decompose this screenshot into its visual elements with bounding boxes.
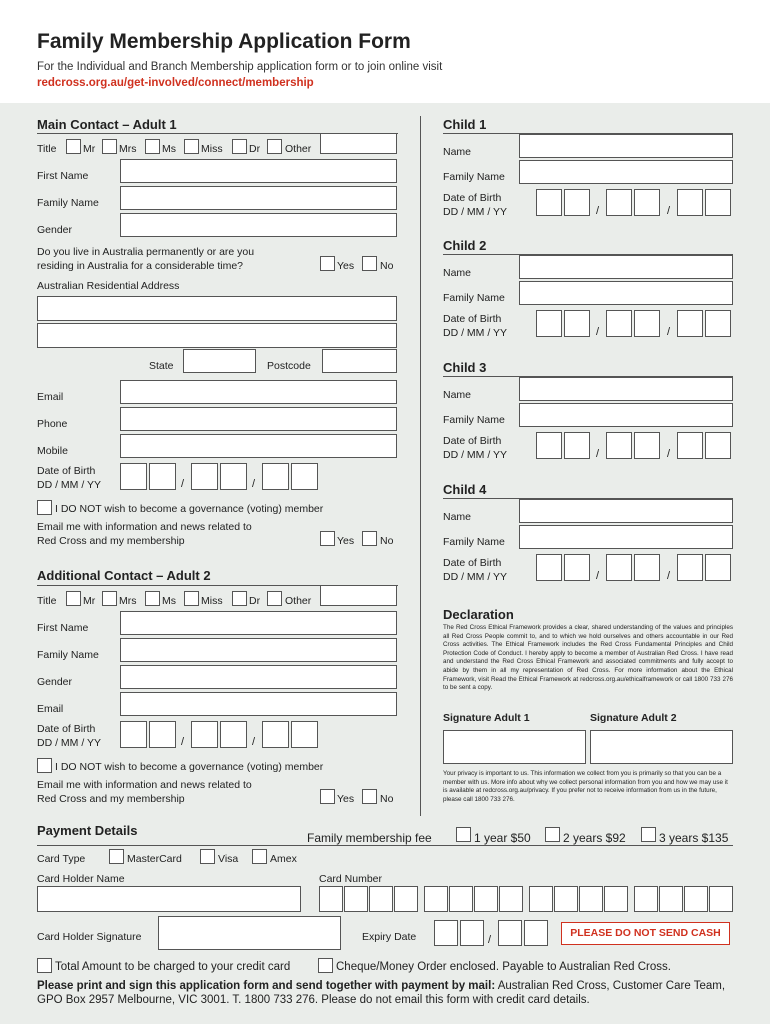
- child4-dob-month2[interactable]: [634, 554, 660, 581]
- card-number-digit-10[interactable]: [554, 886, 578, 912]
- adult2-news-yes-label: Yes: [337, 793, 355, 805]
- child2-dob-month1[interactable]: [606, 310, 632, 337]
- card-type-label: Card Type: [37, 853, 86, 865]
- date-separator: /: [596, 448, 600, 460]
- adult1-dob-year2[interactable]: [291, 463, 318, 490]
- page-title: Family Membership Application Form: [37, 30, 411, 53]
- adult2-dob-month2[interactable]: [220, 721, 247, 748]
- child4-dob-year2[interactable]: [705, 554, 731, 581]
- adult2-dob-label: Date of Birth: [37, 723, 96, 735]
- child3-dob-label: Date of Birth: [443, 435, 502, 447]
- cheque-label: Cheque/Money Order enclosed.: [336, 961, 500, 973]
- expiry-month2[interactable]: [460, 920, 484, 946]
- adult1-email-input[interactable]: [120, 380, 397, 404]
- adult2-title-other-checkbox[interactable]: [267, 591, 282, 606]
- adult1-phone-label: Phone: [37, 418, 68, 430]
- adult2-dob-month1[interactable]: [191, 721, 218, 748]
- card-number-label: Card Number: [319, 873, 383, 885]
- privacy-text: Your privacy is important to us. This information we collect from you is primarily so that you can be a member with us. More info about why we collect personal information from you and how we may use it is available at redcross.org.au/privacy. If you prefer not to receive information from us in the future, please call 1800 733 276.: [443, 770, 728, 803]
- adult1-title-ms-label: Ms: [162, 143, 176, 155]
- fee-1-year-label: 1 year $50: [474, 831, 531, 845]
- card-number-digit-1[interactable]: [319, 886, 343, 912]
- child1-family-name-input[interactable]: [519, 160, 733, 184]
- fee-2-years-checkbox[interactable]: [545, 827, 560, 842]
- date-separator: /: [252, 478, 256, 490]
- adult1-dob-year1[interactable]: [262, 463, 289, 490]
- card-visa-label: Visa: [218, 853, 239, 865]
- child1-dob-format: DD / MM / YY: [443, 206, 507, 218]
- child3-dob-month2[interactable]: [634, 432, 660, 459]
- expiry-month1[interactable]: [434, 920, 458, 946]
- payment-rule: [37, 845, 733, 846]
- card-amex-label: Amex: [270, 853, 297, 865]
- child3-dob-year2[interactable]: [705, 432, 731, 459]
- adult2-news-no-label: No: [380, 793, 394, 805]
- date-separator: /: [596, 570, 600, 582]
- payment-heading: Payment Details: [37, 823, 138, 838]
- adult2-title-miss-checkbox[interactable]: [184, 591, 199, 606]
- child4-dob-label: Date of Birth: [443, 557, 502, 569]
- adult1-address-line2-input[interactable]: [37, 323, 397, 348]
- child2-dob-year1[interactable]: [677, 310, 703, 337]
- child3-family-name-label: Family Name: [443, 414, 505, 426]
- adult2-news-yes-checkbox[interactable]: [320, 789, 335, 804]
- adult2-title-mr-label: Mr: [83, 595, 96, 607]
- child4-dob-day2[interactable]: [564, 554, 590, 581]
- adult1-gender-input[interactable]: [120, 213, 397, 237]
- adult2-first-name-input[interactable]: [120, 611, 397, 635]
- child4-name-input[interactable]: [519, 499, 733, 523]
- child1-name-label: Name: [443, 146, 472, 158]
- child4-dob-month1[interactable]: [606, 554, 632, 581]
- date-separator: /: [596, 205, 600, 217]
- adult2-title-miss-label: Miss: [201, 595, 223, 607]
- adult2-news-line1: Email me with information and news related to: [37, 779, 252, 791]
- adult1-dob-month2[interactable]: [220, 463, 247, 490]
- card-number-digit-12[interactable]: [604, 886, 628, 912]
- card-number-digit-4[interactable]: [394, 886, 418, 912]
- child2-dob-format: DD / MM / YY: [443, 327, 507, 339]
- adult2-governance-label: I DO NOT wish to become a governance (voting) member: [55, 761, 324, 773]
- adult1-governance-checkbox[interactable]: [37, 500, 52, 515]
- expiry-label: Expiry Date: [362, 931, 417, 943]
- adult1-news-no-label: No: [380, 535, 394, 547]
- adult1-news-no-checkbox[interactable]: [362, 531, 377, 546]
- adult1-residency-no-checkbox[interactable]: [362, 256, 377, 271]
- child1-dob-month2[interactable]: [634, 189, 660, 216]
- expiry-year1[interactable]: [498, 920, 522, 946]
- adult1-dob-day1[interactable]: [120, 463, 147, 490]
- signature-adult2-label: Signature Adult 2: [590, 712, 677, 724]
- adult2-title-label: Title: [37, 595, 57, 607]
- child4-dob-format: DD / MM / YY: [443, 571, 507, 583]
- adult2-first-name-label: First Name: [37, 622, 89, 634]
- fee-3-years-checkbox[interactable]: [641, 827, 656, 842]
- adult1-residency-yes-checkbox[interactable]: [320, 256, 335, 271]
- child4-heading: Child 4: [443, 482, 487, 497]
- adult2-title-dr-label: Dr: [249, 595, 261, 607]
- adult1-first-name-input[interactable]: [120, 159, 397, 183]
- adult2-dob-year1[interactable]: [262, 721, 289, 748]
- card-visa-checkbox[interactable]: [200, 849, 215, 864]
- declaration-heading: Declaration: [443, 607, 514, 622]
- adult1-title-dr-label: Dr: [249, 143, 261, 155]
- card-holder-name-input[interactable]: [37, 886, 301, 912]
- adult1-news-line2: Red Cross and my membership: [37, 535, 185, 547]
- child3-dob-month1[interactable]: [606, 432, 632, 459]
- child1-dob-year2[interactable]: [705, 189, 731, 216]
- card-number-digit-3[interactable]: [369, 886, 393, 912]
- card-number-digit-16[interactable]: [709, 886, 733, 912]
- child2-family-name-input[interactable]: [519, 281, 733, 305]
- card-amex-checkbox[interactable]: [252, 849, 267, 864]
- adult1-mobile-label: Mobile: [37, 445, 68, 457]
- declaration-text: The Red Cross Ethical Framework provides a clear, shared understanding of the values and principles all Red Cross People commit to, and to which we hold ourselves and others accountable in our Red Cross activities. The Ethical Framework includes the Red Cross Fundamental Principles and Child Protection Code of Conduct. I hereby apply to become a member of Australian Red Cross. I have read and understand the Red Cross Ethical Framework and associated commitments and fully accept to abide by them in all my representation of Red Cross. For more information about the Ethical Framework, visit Read the Ethical Framework at redcross.org.au/ethicalframework or call 1800 733 276 to be sent a copy.: [443, 624, 733, 692]
- card-holder-signature-label: Card Holder Signature: [37, 931, 142, 943]
- cheque-checkbox[interactable]: [318, 958, 333, 973]
- child2-name-input[interactable]: [519, 255, 733, 279]
- card-number-digit-5[interactable]: [424, 886, 448, 912]
- date-separator: /: [181, 478, 185, 490]
- adult1-gender-label: Gender: [37, 224, 73, 236]
- child3-dob-year1[interactable]: [677, 432, 703, 459]
- adult1-news-yes-label: Yes: [337, 535, 355, 547]
- adult2-governance-checkbox[interactable]: [37, 758, 52, 773]
- date-separator: /: [181, 736, 185, 748]
- date-separator: /: [667, 448, 671, 460]
- card-mastercard-label: MasterCard: [127, 853, 182, 865]
- child3-family-name-input[interactable]: [519, 403, 733, 427]
- total-credit-card-label: Total Amount to be charged to your credit card: [55, 961, 291, 973]
- adult2-gender-label: Gender: [37, 676, 73, 688]
- membership-link[interactable]: redcross.org.au/get-involved/connect/membership: [37, 77, 314, 89]
- adult2-title-other-input[interactable]: [320, 585, 397, 606]
- expiry-year2[interactable]: [524, 920, 548, 946]
- child4-dob-year1[interactable]: [677, 554, 703, 581]
- card-number-digit-6[interactable]: [449, 886, 473, 912]
- child1-dob-day1[interactable]: [536, 189, 562, 216]
- adult1-state-input[interactable]: [183, 349, 256, 373]
- adult2-dob-format: DD / MM / YY: [37, 737, 101, 749]
- date-separator: /: [488, 934, 492, 946]
- adult1-dob-label: Date of Birth: [37, 465, 96, 477]
- card-number-digit-2[interactable]: [344, 886, 368, 912]
- adult1-title-label: Title: [37, 143, 57, 155]
- card-mastercard-checkbox[interactable]: [109, 849, 124, 864]
- card-number-digit-14[interactable]: [659, 886, 683, 912]
- footer-address-line1: Australian Red Cross, Customer Care Team,: [497, 980, 726, 992]
- adult1-title-ms-checkbox[interactable]: [145, 139, 160, 154]
- adult1-address-line1-input[interactable]: [37, 296, 397, 321]
- adult2-gender-input[interactable]: [120, 665, 397, 689]
- card-number-digit-7[interactable]: [474, 886, 498, 912]
- total-credit-card-checkbox[interactable]: [37, 958, 52, 973]
- child2-dob-day1[interactable]: [536, 310, 562, 337]
- adult1-postcode-input[interactable]: [322, 349, 397, 373]
- adult1-dob-day2[interactable]: [149, 463, 176, 490]
- child2-heading: Child 2: [443, 238, 487, 253]
- adult2-title-mr-checkbox[interactable]: [66, 591, 81, 606]
- date-separator: /: [252, 736, 256, 748]
- adult2-family-name-label: Family Name: [37, 649, 99, 661]
- adult2-title-ms-checkbox[interactable]: [145, 591, 160, 606]
- adult2-dob-day1[interactable]: [120, 721, 147, 748]
- adult1-title-miss-label: Miss: [201, 143, 223, 155]
- child1-heading: Child 1: [443, 117, 487, 132]
- date-separator: /: [667, 326, 671, 338]
- adult1-title-mr-checkbox[interactable]: [66, 139, 81, 154]
- child3-dob-day2[interactable]: [564, 432, 590, 459]
- adult1-postcode-label: Postcode: [267, 360, 311, 372]
- adult2-title-ms-label: Ms: [162, 595, 176, 607]
- adult2-email-label: Email: [37, 703, 64, 715]
- adult2-dob-year2[interactable]: [291, 721, 318, 748]
- signature-adult1-field[interactable]: [443, 730, 586, 764]
- child4-name-label: Name: [443, 511, 472, 523]
- child1-dob-day2[interactable]: [564, 189, 590, 216]
- adult1-residency-no-label: No: [380, 260, 394, 272]
- adult1-residency-line1: Do you live in Australia permanently or are you: [37, 246, 255, 258]
- adult1-first-name-label: First Name: [37, 170, 89, 182]
- column-divider: [420, 116, 421, 816]
- adult1-dob-month1[interactable]: [191, 463, 218, 490]
- adult2-title-mrs-label: Mrs: [119, 595, 137, 607]
- child3-dob-day1[interactable]: [536, 432, 562, 459]
- card-number-digit-9[interactable]: [529, 886, 553, 912]
- adult1-title-miss-checkbox[interactable]: [184, 139, 199, 154]
- adult1-title-mrs-label: Mrs: [119, 143, 137, 155]
- adult1-state-label: State: [149, 360, 174, 372]
- footer-address-line2: GPO Box 2957 Melbourne, VIC 3001. T. 1800 733 276. Please do not email this form with credit card details.: [37, 994, 590, 1006]
- adult1-title-other-label: Other: [285, 143, 312, 155]
- child4-family-name-label: Family Name: [443, 536, 505, 548]
- signature-adult2-field[interactable]: [590, 730, 733, 764]
- adult2-title-dr-checkbox[interactable]: [232, 591, 247, 606]
- adult1-address-label: Australian Residential Address: [37, 280, 180, 292]
- child2-dob-day2[interactable]: [564, 310, 590, 337]
- adult2-dob-day2[interactable]: [149, 721, 176, 748]
- adult1-residency-yes-label: Yes: [337, 260, 355, 272]
- signature-adult1-label: Signature Adult 1: [443, 712, 530, 724]
- adult2-email-input[interactable]: [120, 692, 397, 716]
- child2-dob-label: Date of Birth: [443, 313, 502, 325]
- child4-dob-day1[interactable]: [536, 554, 562, 581]
- adult1-residency-line2: residing in Australia for a considerable time?: [37, 260, 244, 272]
- fee-1-year-checkbox[interactable]: [456, 827, 471, 842]
- adult2-family-name-input[interactable]: [120, 638, 397, 662]
- adult1-title-dr-checkbox[interactable]: [232, 139, 247, 154]
- adult1-news-line1: Email me with information and news related to: [37, 521, 252, 533]
- cheque-payable-note: Payable to Australian Red Cross.: [502, 961, 671, 973]
- adult1-mobile-input[interactable]: [120, 434, 397, 458]
- card-number-digit-11[interactable]: [579, 886, 603, 912]
- date-separator: /: [667, 570, 671, 582]
- child3-name-label: Name: [443, 389, 472, 401]
- child1-dob-label: Date of Birth: [443, 192, 502, 204]
- card-number-digit-15[interactable]: [684, 886, 708, 912]
- adult2-news-line2: Red Cross and my membership: [37, 793, 185, 805]
- adult2-news-no-checkbox[interactable]: [362, 789, 377, 804]
- child2-dob-month2[interactable]: [634, 310, 660, 337]
- adult1-title-other-input[interactable]: [320, 133, 397, 154]
- fee-2-years-label: 2 years $92: [563, 831, 626, 845]
- card-number-digit-8[interactable]: [499, 886, 523, 912]
- fee-label: Family membership fee: [307, 831, 432, 845]
- child2-family-name-label: Family Name: [443, 292, 505, 304]
- date-separator: /: [667, 205, 671, 217]
- card-holder-signature-field[interactable]: [158, 916, 341, 950]
- child3-dob-format: DD / MM / YY: [443, 449, 507, 461]
- child1-name-input[interactable]: [519, 134, 733, 158]
- child1-dob-year1[interactable]: [677, 189, 703, 216]
- child3-heading: Child 3: [443, 360, 487, 375]
- fee-3-years-label: 3 years $135: [659, 831, 729, 845]
- adult1-dob-format: DD / MM / YY: [37, 479, 101, 491]
- adult1-title-mrs-checkbox[interactable]: [102, 139, 117, 154]
- card-number-digit-13[interactable]: [634, 886, 658, 912]
- adult1-family-name-label: Family Name: [37, 197, 99, 209]
- child1-family-name-label: Family Name: [443, 171, 505, 183]
- date-separator: /: [596, 326, 600, 338]
- adult1-phone-input[interactable]: [120, 407, 397, 431]
- subtitle: For the Individual and Branch Membership application form or to join online visit: [37, 61, 443, 73]
- child2-dob-year2[interactable]: [705, 310, 731, 337]
- child4-family-name-input[interactable]: [519, 525, 733, 549]
- child3-name-input[interactable]: [519, 377, 733, 401]
- adult1-governance-label: I DO NOT wish to become a governance (voting) member: [55, 503, 324, 515]
- adult1-heading: Main Contact – Adult 1: [37, 117, 177, 132]
- adult1-news-yes-checkbox[interactable]: [320, 531, 335, 546]
- footer-instruction: Please print and sign this application form and send together with payment by mail:: [37, 980, 496, 992]
- adult2-title-mrs-checkbox[interactable]: [102, 591, 117, 606]
- adult2-title-other-label: Other: [285, 595, 312, 607]
- child2-name-label: Name: [443, 267, 472, 279]
- child1-dob-month1[interactable]: [606, 189, 632, 216]
- adult1-title-other-checkbox[interactable]: [267, 139, 282, 154]
- adult1-title-mr-label: Mr: [83, 143, 96, 155]
- card-holder-name-label: Card Holder Name: [37, 873, 125, 885]
- adult1-email-label: Email: [37, 391, 64, 403]
- no-cash-notice: PLEASE DO NOT SEND CASH: [561, 922, 730, 945]
- adult1-family-name-input[interactable]: [120, 186, 397, 210]
- adult2-heading: Additional Contact – Adult 2: [37, 568, 211, 583]
